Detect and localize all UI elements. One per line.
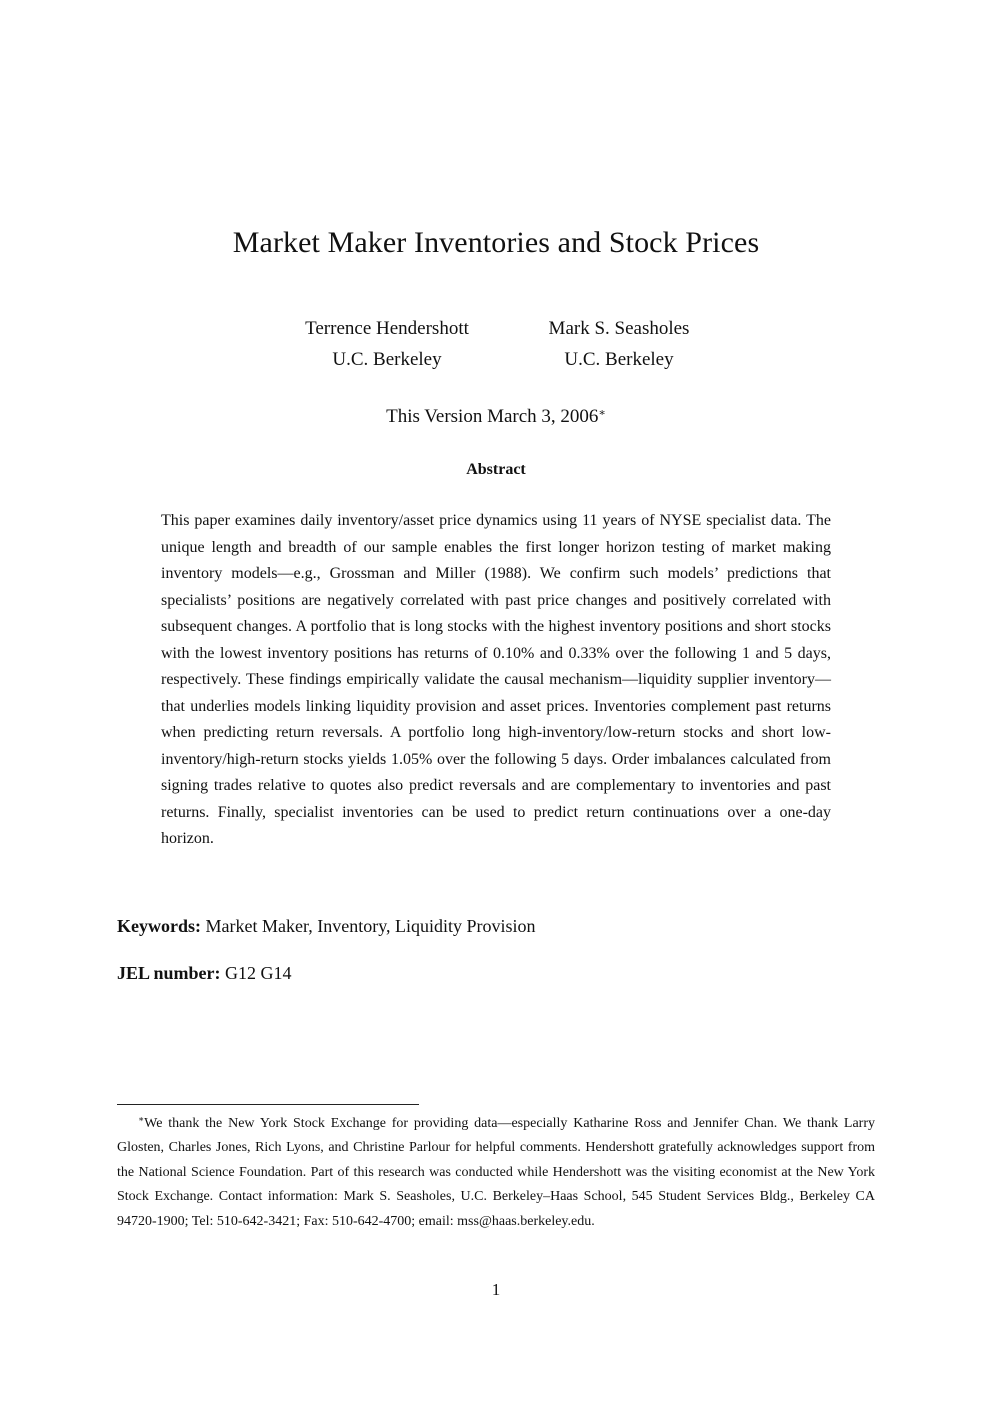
- paper-title: Market Maker Inventories and Stock Prices: [232, 226, 760, 259]
- jel-value: G12 G14: [225, 963, 292, 983]
- author-name: Terrence Hendershott: [305, 318, 469, 339]
- keywords-line: [117, 916, 536, 937]
- version-footnote-mark: ∗: [598, 407, 606, 419]
- keywords-label: Keywords:: [117, 916, 201, 936]
- page-number: 1: [491, 1280, 501, 1299]
- footnote: [117, 1107, 875, 1234]
- jel-line: [117, 963, 292, 984]
- author-name: Mark S. Seasholes: [548, 318, 690, 339]
- author-affiliation: U.C. Berkeley: [332, 349, 442, 370]
- footnote-rule: [117, 1104, 419, 1105]
- abstract-heading: Abstract: [466, 461, 526, 478]
- jel-label: JEL number:: [117, 963, 221, 983]
- author-affiliation: U.C. Berkeley: [564, 349, 674, 370]
- footnote-mark: ∗: [138, 1114, 145, 1124]
- keywords-value: Market Maker, Inventory, Liquidity Provision: [205, 916, 536, 936]
- author-block-1: [280, 313, 494, 375]
- version-text: This Version March 3, 2006: [386, 406, 599, 427]
- abstract-body: This paper examines daily inventory/asset price dynamics using 11 years of NYSE specialist data. The unique length and breadth of our sample enables the first longer horizon testing of market making inventory models—e.g., Grossman and Miller (1988). We confirm such models’ predictions that specialists’ positions are negatively correlated with past price changes and positively correlated with subsequent changes. A portfolio that is long stocks with the highest inventory positions and short stocks with the lowest inventory positions has returns of 0.10% and 0.33% over the following 1 and 5 days, respectively. These findings empirically validate the causal mechanism—liquidity supplier inventory—that underlies models linking liquidity provision and asset prices. Inventories complement past returns when predicting return reversals. A portfolio long high-inventory/low-return stocks and short low-inventory/high-return stocks yields 1.05% over the following 5 days. Order imbalances calculated from signing trades relative to quotes also predict reversals and are complementary to inventories and past returns. Finally, specialist inventories can be used to predict return continuations over a one-day horizon.: [161, 512, 831, 847]
- author-block-2: [528, 313, 710, 375]
- footnote-text: We thank the New York Stock Exchange for providing data—especially Katharine Ross and Jennifer Chan. We thank Larry Glosten, Charles Jones, Rich Lyons, and Christine Parlour for helpful comments. Hendershott gratefully acknowledges support from the National Science Foundation. Part of this research was conducted while Hendershott was the visiting economist at the New York Stock Exchange. Contact information: Mark S. Seasholes, U.C. Berkeley–Haas School, 545 Student Services Bldg., Berkeley CA 94720-1900; Tel: 510-642-3421; Fax: 510-642-4700; email: mss@haas.berkeley.edu.: [117, 1116, 875, 1229]
- version-date: [0, 406, 992, 428]
